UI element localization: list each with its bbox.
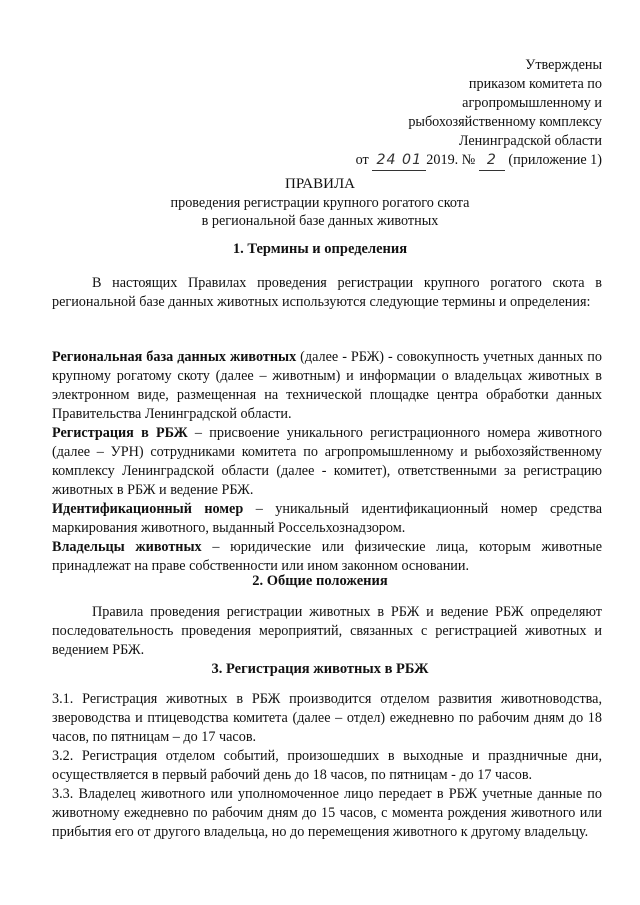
intro-paragraph: В настоящих Правилах проведения регистрации крупного рогатого скота в региональной базе данных животных используются следующие термины и определения:	[52, 275, 602, 310]
document-subtitle: проведения регистрации крупного рогатого скота	[170, 195, 470, 211]
section1-intro	[52, 274, 602, 312]
date-prefix: от	[355, 152, 369, 168]
item-number: 3.1.	[52, 691, 74, 707]
approval-line: приказом комитета по	[468, 76, 602, 92]
term-name: Регистрация в РБЖ	[52, 425, 188, 441]
approval-line: Утверждены	[525, 57, 602, 73]
approval-line: рыбохозяйственному комплексу	[408, 114, 602, 130]
handwritten-date: 24 01	[372, 151, 426, 171]
terms-list	[52, 348, 602, 576]
date-suffix: 2019. №	[426, 152, 476, 168]
document-subtitle: в региональной базе данных животных	[201, 213, 439, 229]
term-name: Региональная база данных животных	[52, 349, 297, 365]
numbered-item	[52, 785, 602, 842]
item-text: Владелец животного или уполномоченное лицо передает в РБЖ учетные данные по животному ежедневно по рабочим дням до 15 часов, с момента рождения животного или прибытия его от другого владельца, но до перемещения животного к другому владельцу.	[52, 786, 602, 840]
handwritten-number: 2	[479, 151, 505, 171]
section3-items	[52, 690, 602, 842]
approval-stamp	[302, 56, 602, 171]
numbered-item	[52, 690, 602, 747]
section2-paragraph: Правила проведения регистрации животных в РБЖ и ведение РБЖ определяют последовательность проведения мероприятий, связанных с регистрацией животных и ведением РБЖ.	[52, 604, 602, 658]
document-title: ПРАВИЛА	[285, 176, 355, 192]
term-definition	[52, 500, 602, 538]
section2-body	[52, 603, 602, 660]
item-number: 3.3.	[52, 786, 74, 802]
approval-line: агропромышленному и	[462, 95, 602, 111]
item-text: Регистрация отделом событий, произошедших в выходные и праздничные дни, осуществляется в первый рабочий день до 18 часов, по пятницам - до 17 часов.	[52, 748, 603, 783]
approval-line: Ленинградской области	[458, 133, 602, 149]
item-number: 3.2.	[52, 748, 74, 764]
item-text: Регистрация животных в РБЖ производится отделом развития животноводства, звероводства и птицеводства комитета (далее – отдел) ежедневно по рабочим дням до 18 часов, по пятницам – до 17 часов.	[52, 691, 602, 745]
term-name: Владельцы животных	[52, 539, 202, 555]
section-heading: 3. Регистрация животных в РБЖ	[211, 661, 429, 677]
section-heading: 2. Общие положения	[252, 573, 388, 589]
term-name: Идентификационный номер	[52, 501, 244, 517]
term-text: (далее - РБЖ) - совокупность учетных данных по крупному рогатому скоту (далее – животным) и информации о владельцах животных в электронном виде, размещенная на технической площадке центра обработки данных Правительства Ленинградской области.	[52, 349, 602, 422]
term-text: – юридические или физические лица, которым животные принадлежат на праве собственности или ином законном основании.	[52, 539, 603, 574]
term-definition	[52, 348, 602, 424]
term-text: – присвоение уникального регистрационного номера животного (далее – УРН) сотрудниками комитета по агропромышленному и рыбохозяйственному комплексу Ленинградской области (далее - комитет), ответственными за регистрацию животных в РБЖ и ведение РБЖ.	[52, 425, 603, 498]
term-definition	[52, 424, 602, 500]
appendix-label: (приложение 1)	[508, 152, 602, 168]
term-definition	[52, 538, 602, 576]
section-heading: 1. Термины и определения	[232, 241, 408, 257]
numbered-item	[52, 747, 602, 785]
approval-date-line	[302, 151, 602, 171]
term-text: – уникальный идентификационный номер средства маркирования животного, выданный Россельхознадзором.	[52, 501, 602, 536]
